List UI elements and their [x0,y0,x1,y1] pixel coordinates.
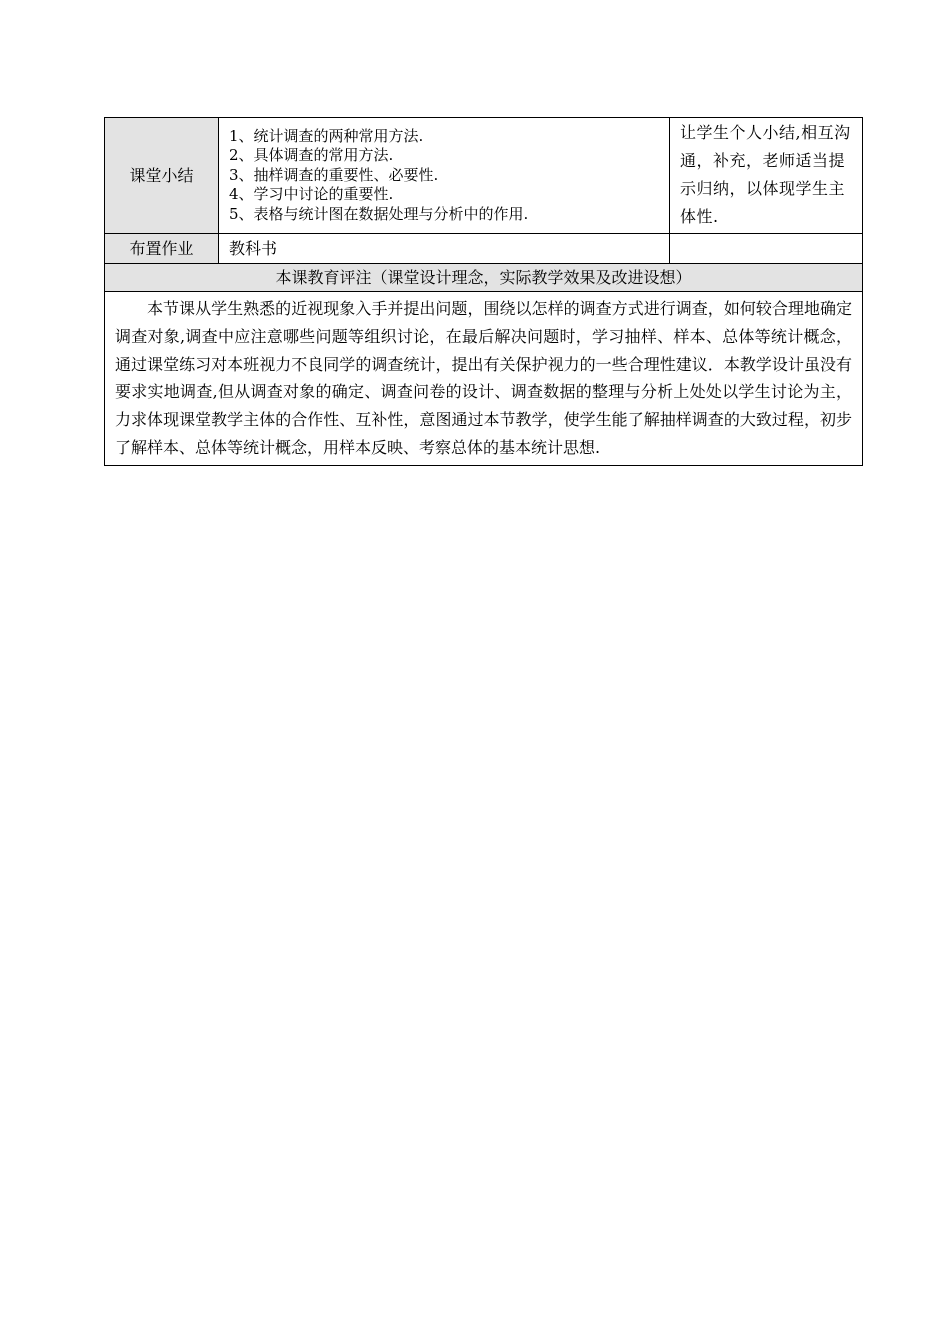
summary-item: 2、具体调查的常用方法. [229,146,394,165]
homework-label: 布置作业 [105,234,219,264]
summary-note: 让学生个人小结,相互沟通，补充，老师适当提示归纳，以体现学生主体性. [670,118,863,234]
lesson-plan-table [104,117,863,466]
evaluation-body: 本节课从学生熟悉的近视现象入手并提出问题，围绕以怎样的调查方式进行调查，如何较合理地确定调查对象,调查中应注意哪些问题等组织讨论，在最后解决问题时，学习抽样、样本、总体等统计概念，通过课堂练习对本班视力不良同学的调查统计，提出有关保护视力的一些合理性建议．本教学设计虽没有要求实地调查,但从调查对象的确定、调查问卷的设计、调查数据的整理与分析上处处以学生讨论为主，力求体现课堂教学主体的合作性、互补性，意图通过本节教学，使学生能了解抽样调查的大致过程，初步了解样本、总体等统计概念，用样本反映、考察总体的基本统计思想. [105,292,863,466]
summary-item: 1、统计调查的两种常用方法. [229,126,424,145]
evaluation-body-row [105,292,863,466]
evaluation-header-row [105,264,863,292]
evaluation-header: 本课教育评注（课堂设计理念，实际教学效果及改进设想） [105,264,863,292]
summary-label: 课堂小结 [105,118,219,234]
homework-note [670,234,863,264]
homework-row [105,234,863,264]
summary-item: 3、抽样调查的重要性、必要性. [229,165,439,184]
summary-row [105,118,863,234]
summary-item: 5、表格与统计图在数据处理与分析中的作用. [229,204,529,223]
summary-item: 4、学习中讨论的重要性. [229,185,394,204]
homework-content: 教科书 [219,234,670,264]
summary-list [219,118,670,234]
